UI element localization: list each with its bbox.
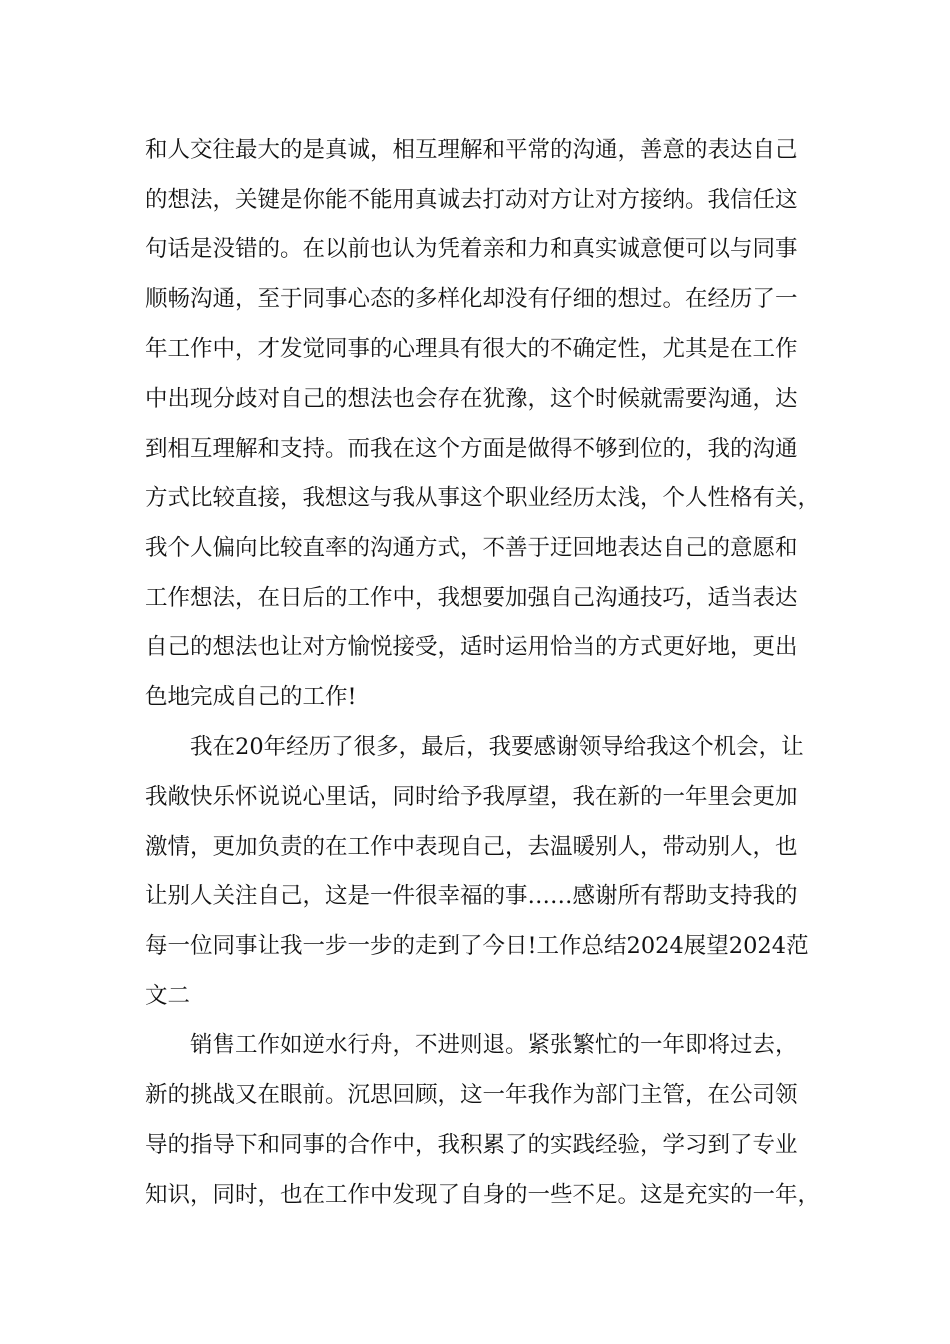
text-line: 顺畅沟通，至于同事心态的多样化却没有仔细的想过。在经历了一 xyxy=(145,286,798,312)
paragraph-first-line: 销售工作如逆水行舟，不进则退。紧张繁忙的一年即将过去， xyxy=(190,1032,798,1058)
text-line: 导的指导下和同事的合作中，我积累了的实践经验，学习到了专业 xyxy=(145,1132,798,1158)
text-line: 我敞快乐怀说说心里话，同时给予我厚望，我在新的一年里会更加 xyxy=(145,784,798,810)
text-line: 句话是没错的。在以前也认为凭着亲和力和真实诚意便可以与同事 xyxy=(145,236,798,262)
text-line: 新的挑战又在眼前。沉思回顾，这一年我作为部门主管，在公司领 xyxy=(145,1082,798,1108)
text-line: 中出现分歧对自己的想法也会存在犹豫，这个时候就需要沟通，达 xyxy=(145,386,798,412)
text-line: 每一位同事让我一步一步的走到了今日!工作总结2024展望2024范 xyxy=(145,933,809,959)
text-line: 和人交往最大的是真诚，相互理解和平常的沟通，善意的表达自己 xyxy=(145,137,798,163)
text-line: 工作想法，在日后的工作中，我想要加强自己沟通技巧，适当表达 xyxy=(145,585,798,611)
text-line: 的想法，关键是你能不能用真诚去打动对方让对方接纳。我信任这 xyxy=(145,187,798,213)
text-line: 知识，同时，也在工作中发现了自身的一些不足。这是充实的一年， xyxy=(145,1182,821,1208)
text-line: 让别人关注自己，这是一件很幸福的事……感谢所有帮助支持我的 xyxy=(145,883,798,909)
text-line: 方式比较直接，我想这与我从事这个职业经历太浅，个人性格有关， xyxy=(145,485,821,511)
text-line: 到相互理解和支持。而我在这个方面是做得不够到位的，我的沟通 xyxy=(145,436,798,462)
text-line: 年工作中，才发觉同事的心理具有很大的不确定性，尤其是在工作 xyxy=(145,336,798,362)
text-line: 自己的想法也让对方愉悦接受，适时运用恰当的方式更好地，更出 xyxy=(145,634,798,660)
paragraph-first-line: 我在20年经历了很多，最后，我要感谢领导给我这个机会，让 xyxy=(190,734,804,760)
text-line: 色地完成自己的工作! xyxy=(145,684,357,710)
text-line: 我个人偏向比较直率的沟通方式，不善于迂回地表达自己的意愿和 xyxy=(145,535,798,561)
text-line: 激情，更加负责的在工作中表现自己，去温暖别人，带动别人，也 xyxy=(145,834,798,860)
text-line: 文二 xyxy=(145,983,191,1009)
